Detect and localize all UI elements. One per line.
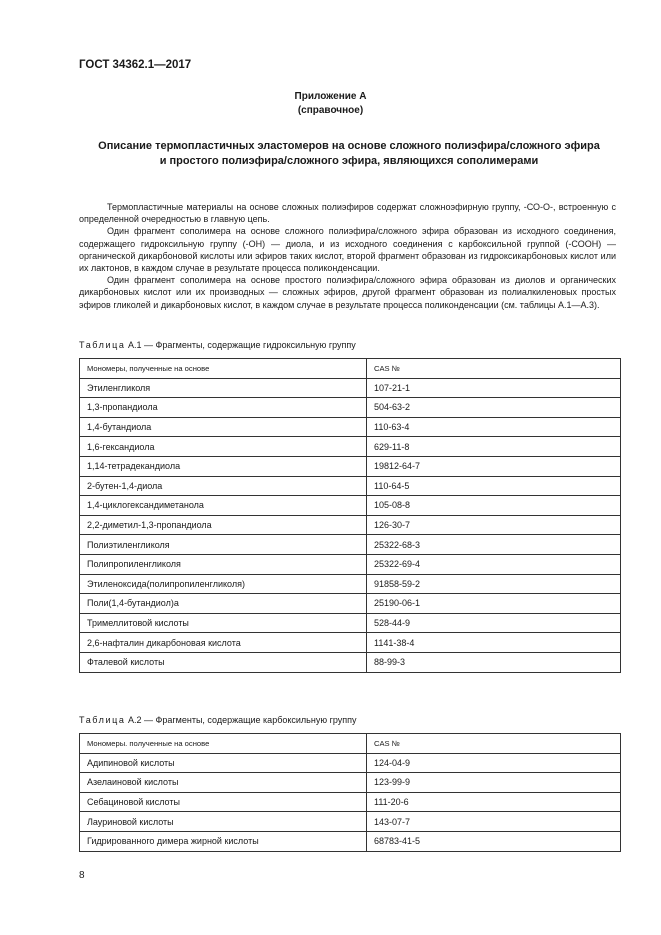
table-row <box>80 456 621 476</box>
table-row <box>80 496 621 516</box>
table-row <box>80 554 621 574</box>
column-header-cas: CAS № <box>367 359 621 379</box>
table-row <box>80 792 621 812</box>
column-header-monomers: Мономеры. полученные на основе <box>80 734 367 754</box>
monomer-cell: Тримеллитовой кислоты <box>80 613 367 633</box>
table-label: Таблица <box>79 715 126 725</box>
monomer-cell: Адипиновой кислоты <box>80 753 367 773</box>
monomer-cell: 1,4-бутандиола <box>80 417 367 437</box>
paragraph: Термопластичные материалы на основе сложных полиэфиров содержат сложноэфирную группу, -СО-О-, встроенную с определенной очередностью в главную цепь. <box>79 202 616 225</box>
heading-line-2: и простого полиэфира/сложного эфира, являющихся сополимерами <box>159 154 539 167</box>
cas-cell: 68783-41-5 <box>367 831 621 851</box>
monomer-cell: 2,6-нафталин дикарбоновая кислота <box>80 633 367 653</box>
table-1-caption <box>79 340 356 350</box>
monomer-cell: Поли(1,4-бутандиол)а <box>80 594 367 614</box>
cas-cell: 504-63-2 <box>367 398 621 418</box>
cas-cell: 25322-69-4 <box>367 554 621 574</box>
cas-cell: 110-63-4 <box>367 417 621 437</box>
cas-cell: 25190-06-1 <box>367 594 621 614</box>
table-2-caption <box>79 715 357 725</box>
monomer-cell: 1,4-циклогександиметанола <box>80 496 367 516</box>
table-row <box>80 753 621 773</box>
monomer-cell: Гидрированного димера жирной кислоты <box>80 831 367 851</box>
cas-cell: 124-04-9 <box>367 753 621 773</box>
cas-cell: 107-21-1 <box>367 378 621 398</box>
table-caption-text: А.1 — Фрагменты, содержащие гидроксильную группу <box>128 340 356 350</box>
table-header-row <box>80 359 621 379</box>
monomer-cell: Полипропиленгликоля <box>80 554 367 574</box>
monomer-cell: Себациновой кислоты <box>80 792 367 812</box>
cas-cell: 629-11-8 <box>367 437 621 457</box>
cas-cell: 25322-68-3 <box>367 535 621 555</box>
table-row <box>80 812 621 832</box>
document-code: ГОСТ 34362.1—2017 <box>79 59 192 71</box>
cas-cell: 111-20-6 <box>367 792 621 812</box>
table-row <box>80 535 621 555</box>
cas-cell: 91858-59-2 <box>367 574 621 594</box>
table-row <box>80 652 621 672</box>
monomer-cell: 2,2-диметил-1,3-пропандиола <box>80 515 367 535</box>
cas-cell: 19812-64-7 <box>367 456 621 476</box>
table-row <box>80 378 621 398</box>
table-1 <box>79 358 621 673</box>
monomer-cell: Этиленгликоля <box>80 378 367 398</box>
table-row <box>80 398 621 418</box>
cas-cell: 1141-38-4 <box>367 633 621 653</box>
appendix-subtitle: (справочное) <box>297 105 364 116</box>
appendix-title: Приложение А <box>294 91 367 102</box>
monomer-cell: Этиленоксида(полипропиленгликоля) <box>80 574 367 594</box>
column-header-monomers: Мономеры, полученные на основе <box>80 359 367 379</box>
heading-line-1: Описание термопластичных эластомеров на основе сложного полиэфира/сложного эфира <box>98 140 600 152</box>
cas-cell: 105-08-8 <box>367 496 621 516</box>
monomer-cell: Полиэтиленгликоля <box>80 535 367 555</box>
body-text <box>79 201 616 311</box>
table-caption-text: А.2 — Фрагменты, содержащие карбоксильную группу <box>128 715 357 725</box>
monomer-cell: Азелаиновой кислоты <box>80 773 367 793</box>
table-2 <box>79 733 621 852</box>
cas-cell: 88-99-3 <box>367 652 621 672</box>
paragraph: Один фрагмент сополимера на основе простого полиэфира/сложного эфира образован из диолов и органических дикарбоновых кислот или их производных — сложных эфиров, другой фрагмент образован из полиалкиленовых простых эфиров гликолей и дикарбоновых кислот, в каждом случае в результате процесса поликонденсации (см. таблицы А.1—А.3). <box>79 275 616 310</box>
monomer-cell: 1,6-гександиола <box>80 437 367 457</box>
table-label: Таблица <box>79 340 126 350</box>
cas-cell: 143-07-7 <box>367 812 621 832</box>
cas-cell: 126-30-7 <box>367 515 621 535</box>
table-row <box>80 594 621 614</box>
table-row <box>80 417 621 437</box>
table-header-row <box>80 734 621 754</box>
monomer-cell: Фталевой кислоты <box>80 652 367 672</box>
monomer-cell: 1,14-тетрадекандиола <box>80 456 367 476</box>
monomer-cell: 1,3-пропандиола <box>80 398 367 418</box>
table-row <box>80 476 621 496</box>
cas-cell: 123-99-9 <box>367 773 621 793</box>
section-heading <box>79 139 619 168</box>
monomer-cell: Лауриновой кислоты <box>80 812 367 832</box>
paragraph: Один фрагмент сополимера на основе сложного полиэфира/сложного эфира образован из исходного соединения, содержащего гидроксильную группу (-ОН) — диола, и из исходного соединения с карбоксильной группой (-СООН) — органической дикарбоновой кислоты или эфиров таких кислот, второй фрагмент образован из гидроксикарбоновых кислот или их лактонов, в каждом случае в результате процесса поликонденсации. <box>79 226 616 274</box>
table-row <box>80 515 621 535</box>
page-number: 8 <box>79 870 85 881</box>
table-row <box>80 773 621 793</box>
table-row <box>80 831 621 851</box>
table-row <box>80 574 621 594</box>
cas-cell: 110-64-5 <box>367 476 621 496</box>
column-header-cas: CAS № <box>367 734 621 754</box>
cas-cell: 528-44-9 <box>367 613 621 633</box>
monomer-cell: 2-бутен-1,4-диола <box>80 476 367 496</box>
table-row <box>80 633 621 653</box>
table-row <box>80 437 621 457</box>
table-row <box>80 613 621 633</box>
